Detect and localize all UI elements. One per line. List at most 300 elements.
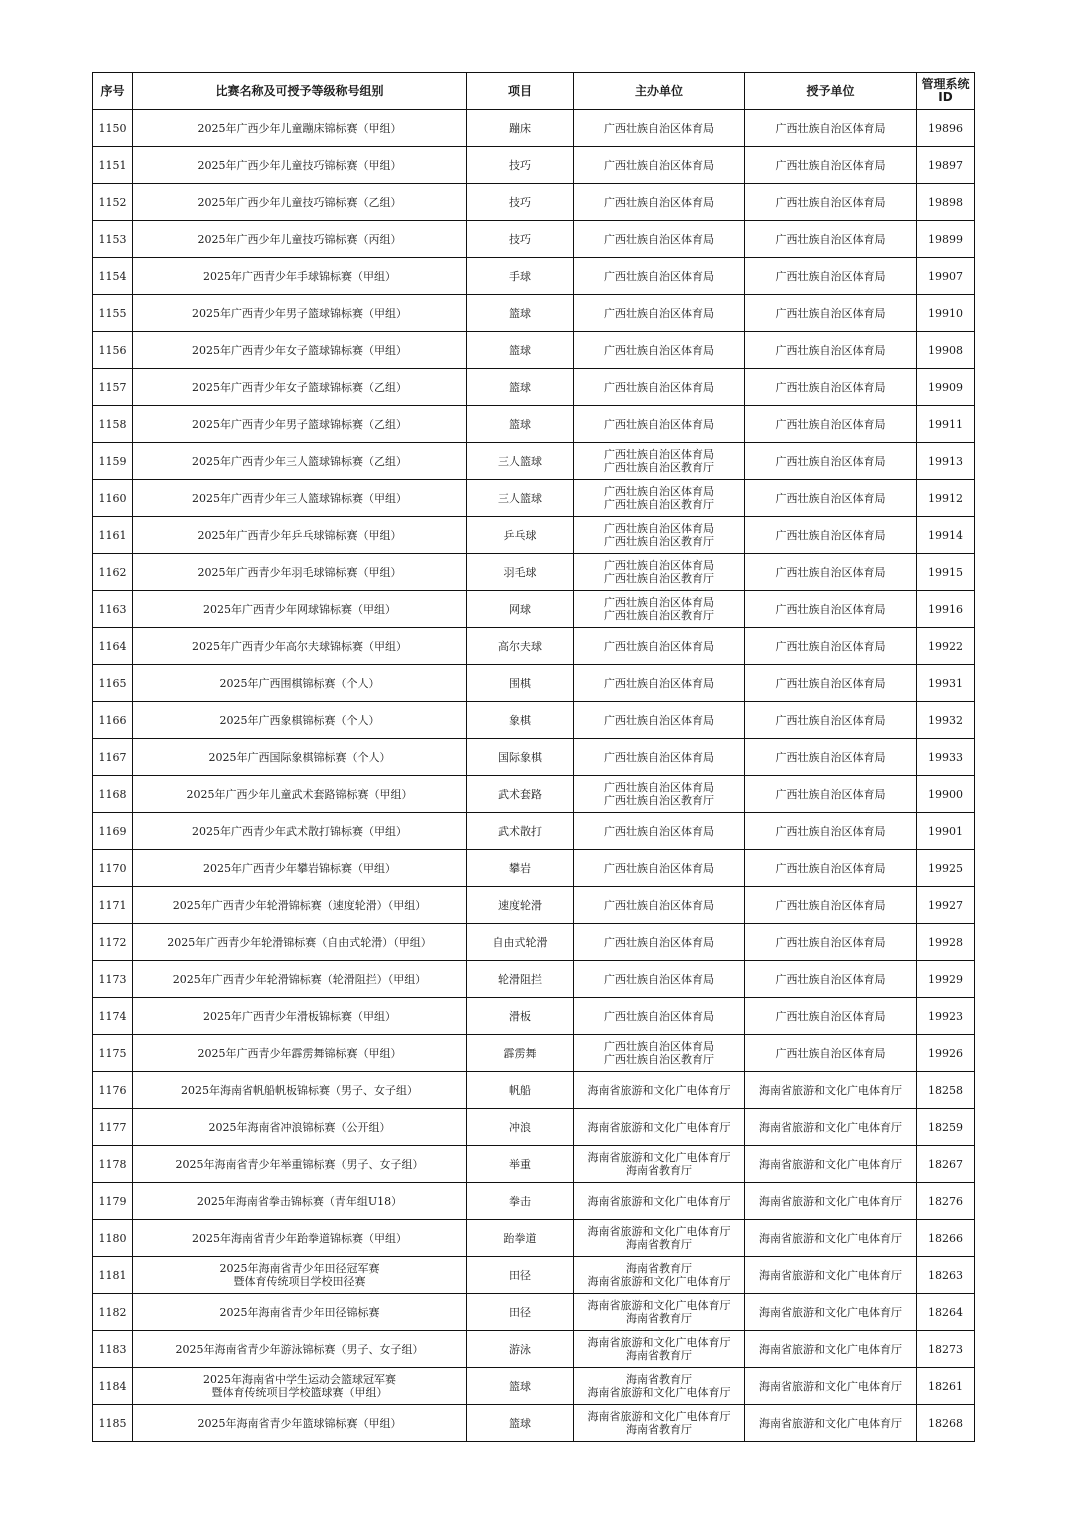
host-cell (574, 443, 745, 480)
host-cell-line: 广西壮族自治区教育厅 (604, 572, 714, 585)
competition-name-cell (133, 924, 467, 961)
serial-no-cell: 1151 (93, 147, 133, 184)
sport-cell: 技巧 (467, 147, 574, 184)
table-row (93, 998, 975, 1035)
host-cell-line: 海南省旅游和文化广电体育厅 (587, 1299, 731, 1312)
competition-name-cell (133, 1257, 467, 1294)
grantor-cell: 广西壮族自治区体育局 (745, 480, 917, 517)
serial-no-cell: 1154 (93, 258, 133, 295)
serial-no-cell: 1181 (93, 1257, 133, 1294)
grantor-cell: 广西壮族自治区体育局 (745, 665, 917, 702)
grantor-cell: 广西壮族自治区体育局 (745, 332, 917, 369)
sport-cell: 篮球 (467, 332, 574, 369)
host-cell-line: 海南省旅游和文化广电体育厅 (587, 1410, 731, 1423)
competition-name-cell (133, 591, 467, 628)
sport-cell: 技巧 (467, 184, 574, 221)
serial-no-cell: 1155 (93, 295, 133, 332)
table-row (93, 221, 975, 258)
sport-cell: 游泳 (467, 1331, 574, 1368)
host-cell-line: 广西壮族自治区教育厅 (604, 794, 714, 807)
system-id-cell: 19915 (917, 554, 975, 591)
host-cell (574, 1405, 745, 1442)
sport-cell: 篮球 (467, 1405, 574, 1442)
system-id-cell: 19925 (917, 850, 975, 887)
competition-name-cell (133, 887, 467, 924)
host-cell (574, 1072, 745, 1109)
host-cell (574, 517, 745, 554)
system-id-cell: 19896 (917, 110, 975, 147)
sport-cell: 田径 (467, 1294, 574, 1331)
grantor-cell: 广西壮族自治区体育局 (745, 517, 917, 554)
sport-cell: 篮球 (467, 295, 574, 332)
competition-name-cell-line: 2025年广西青少年轮滑锦标赛（自由式轮滑）（甲组） (167, 935, 432, 949)
grantor-cell: 海南省旅游和文化广电体育厅 (745, 1146, 917, 1183)
table-row (93, 739, 975, 776)
host-cell-line: 海南省教育厅 (626, 1312, 692, 1325)
competition-name-cell-line: 2025年广西青少年男子篮球锦标赛（乙组） (192, 417, 407, 431)
grantor-cell: 广西壮族自治区体育局 (745, 221, 917, 258)
system-id-cell: 18276 (917, 1183, 975, 1220)
sport-cell: 高尔夫球 (467, 628, 574, 665)
sport-cell: 乒乓球 (467, 517, 574, 554)
table-row (93, 1183, 975, 1220)
host-cell-line: 广西壮族自治区体育局 (604, 639, 714, 653)
serial-no-cell: 1160 (93, 480, 133, 517)
serial-no-cell: 1175 (93, 1035, 133, 1072)
grantor-cell: 广西壮族自治区体育局 (745, 443, 917, 480)
host-cell-line: 广西壮族自治区体育局 (604, 1040, 714, 1053)
grantor-cell: 广西壮族自治区体育局 (745, 147, 917, 184)
serial-no-cell: 1180 (93, 1220, 133, 1257)
serial-no-cell: 1166 (93, 702, 133, 739)
system-id-cell: 19933 (917, 739, 975, 776)
grantor-cell: 广西壮族自治区体育局 (745, 702, 917, 739)
system-id-cell: 19907 (917, 258, 975, 295)
competition-name-cell-line: 2025年海南省中学生运动会篮球冠军赛 (203, 1373, 396, 1386)
competition-name-cell-line: 2025年广西青少年男子篮球锦标赛（甲组） (192, 306, 407, 320)
system-id-cell: 19901 (917, 813, 975, 850)
competition-name-cell (133, 1220, 467, 1257)
serial-no-cell: 1182 (93, 1294, 133, 1331)
host-cell (574, 591, 745, 628)
host-cell (574, 554, 745, 591)
grantor-cell: 广西壮族自治区体育局 (745, 258, 917, 295)
host-cell-line: 海南省教育厅 (626, 1262, 692, 1275)
competition-name-cell (133, 406, 467, 443)
table-row (93, 1146, 975, 1183)
competition-name-cell-line: 2025年海南省青少年举重锦标赛（男子、女子组） (175, 1157, 424, 1171)
table-row (93, 147, 975, 184)
table-row (93, 295, 975, 332)
table-row (93, 813, 975, 850)
competition-name-cell (133, 1183, 467, 1220)
competition-name-cell-line: 2025年广西青少年手球锦标赛（甲组） (203, 269, 396, 283)
system-id-cell: 19899 (917, 221, 975, 258)
host-cell (574, 1331, 745, 1368)
host-cell-line: 海南省旅游和文化广电体育厅 (587, 1120, 731, 1134)
grantor-cell: 海南省旅游和文化广电体育厅 (745, 1331, 917, 1368)
competition-name-cell-line: 2025年广西少年儿童技巧锦标赛（乙组） (197, 195, 402, 209)
competition-name-cell (133, 1072, 467, 1109)
host-cell (574, 1183, 745, 1220)
table-row (93, 258, 975, 295)
host-cell (574, 665, 745, 702)
competition-name-cell-line: 2025年海南省青少年田径冠军赛 (219, 1262, 380, 1275)
competition-name-cell (133, 702, 467, 739)
serial-no-cell: 1172 (93, 924, 133, 961)
host-cell-line: 广西壮族自治区教育厅 (604, 498, 714, 511)
serial-no-cell: 1167 (93, 739, 133, 776)
host-cell-line: 广西壮族自治区体育局 (604, 935, 714, 949)
grantor-cell: 海南省旅游和文化广电体育厅 (745, 1405, 917, 1442)
serial-no-cell: 1185 (93, 1405, 133, 1442)
system-id-cell: 19931 (917, 665, 975, 702)
sport-cell: 技巧 (467, 221, 574, 258)
system-id-cell: 18259 (917, 1109, 975, 1146)
host-cell (574, 480, 745, 517)
competition-name-cell (133, 295, 467, 332)
host-cell-line: 广西壮族自治区体育局 (604, 898, 714, 912)
competition-name-cell-line: 2025年广西少年儿童武术套路锦标赛（甲组） (186, 787, 413, 801)
host-cell (574, 813, 745, 850)
header-competition-name: 比赛名称及可授予等级称号组别 (133, 73, 467, 110)
competition-name-cell (133, 221, 467, 258)
host-cell-line: 广西壮族自治区体育局 (604, 195, 714, 209)
host-cell (574, 1220, 745, 1257)
host-cell-line: 海南省旅游和文化广电体育厅 (587, 1336, 731, 1349)
system-id-cell: 19908 (917, 332, 975, 369)
host-cell (574, 776, 745, 813)
system-id-cell: 19911 (917, 406, 975, 443)
table-row (93, 1072, 975, 1109)
host-cell-line: 广西壮族自治区体育局 (604, 596, 714, 609)
serial-no-cell: 1177 (93, 1109, 133, 1146)
serial-no-cell: 1153 (93, 221, 133, 258)
competition-name-cell-line: 2025年广西青少年羽毛球锦标赛（甲组） (197, 565, 402, 579)
sport-cell: 蹦床 (467, 110, 574, 147)
sport-cell: 篮球 (467, 1368, 574, 1405)
grantor-cell: 广西壮族自治区体育局 (745, 813, 917, 850)
competition-name-cell-line: 2025年广西青少年网球锦标赛（甲组） (203, 602, 396, 616)
competition-name-cell (133, 258, 467, 295)
table-row (93, 665, 975, 702)
host-cell-line: 广西壮族自治区体育局 (604, 676, 714, 690)
serial-no-cell: 1157 (93, 369, 133, 406)
sport-cell: 网球 (467, 591, 574, 628)
competition-name-cell (133, 480, 467, 517)
competition-name-cell-line: 2025年广西少年儿童技巧锦标赛（甲组） (197, 158, 402, 172)
table-header (93, 73, 975, 110)
competition-name-cell (133, 850, 467, 887)
system-id-cell: 18258 (917, 1072, 975, 1109)
grantor-cell: 广西壮族自治区体育局 (745, 1035, 917, 1072)
competition-name-cell-line: 2025年广西国际象棋锦标赛（个人） (208, 750, 391, 764)
table-row (93, 480, 975, 517)
system-id-cell: 18273 (917, 1331, 975, 1368)
host-cell (574, 924, 745, 961)
competition-name-cell (133, 1368, 467, 1405)
serial-no-cell: 1159 (93, 443, 133, 480)
host-cell-line: 广西壮族自治区教育厅 (604, 609, 714, 622)
table-row (93, 628, 975, 665)
competition-name-cell-line: 2025年广西青少年滑板锦标赛（甲组） (203, 1009, 396, 1023)
system-id-cell: 19923 (917, 998, 975, 1035)
host-cell-line: 海南省旅游和文化广电体育厅 (587, 1083, 731, 1097)
competition-name-cell (133, 1146, 467, 1183)
host-cell (574, 850, 745, 887)
host-cell-line: 广西壮族自治区体育局 (604, 380, 714, 394)
host-cell-line: 广西壮族自治区体育局 (604, 559, 714, 572)
competition-name-cell-line: 2025年广西围棋锦标赛（个人） (219, 676, 380, 690)
table-row (93, 1035, 975, 1072)
grantor-cell: 广西壮族自治区体育局 (745, 406, 917, 443)
grantor-cell: 广西壮族自治区体育局 (745, 110, 917, 147)
host-cell-line: 广西壮族自治区教育厅 (604, 535, 714, 548)
sport-cell: 帆船 (467, 1072, 574, 1109)
host-cell (574, 147, 745, 184)
system-id-cell: 19913 (917, 443, 975, 480)
table-row (93, 184, 975, 221)
grantor-cell: 广西壮族自治区体育局 (745, 961, 917, 998)
host-cell-line: 广西壮族自治区体育局 (604, 158, 714, 172)
grantor-cell: 广西壮族自治区体育局 (745, 776, 917, 813)
host-cell-line: 广西壮族自治区体育局 (604, 343, 714, 357)
grantor-cell: 海南省旅游和文化广电体育厅 (745, 1368, 917, 1405)
competition-name-cell (133, 1035, 467, 1072)
host-cell (574, 887, 745, 924)
host-cell (574, 1035, 745, 1072)
table-row (93, 1257, 975, 1294)
serial-no-cell: 1178 (93, 1146, 133, 1183)
host-cell (574, 332, 745, 369)
host-cell-line: 广西壮族自治区体育局 (604, 485, 714, 498)
sport-cell: 羽毛球 (467, 554, 574, 591)
system-id-cell: 18267 (917, 1146, 975, 1183)
serial-no-cell: 1163 (93, 591, 133, 628)
serial-no-cell: 1183 (93, 1331, 133, 1368)
competition-name-cell-line: 2025年广西青少年三人篮球锦标赛（甲组） (192, 491, 407, 505)
competition-name-cell-line: 2025年海南省青少年游泳锦标赛（男子、女子组） (175, 1342, 424, 1356)
table-body (93, 110, 975, 1442)
host-cell-line: 广西壮族自治区教育厅 (604, 1053, 714, 1066)
system-id-cell: 19914 (917, 517, 975, 554)
competition-name-cell (133, 554, 467, 591)
host-cell-line: 广西壮族自治区教育厅 (604, 461, 714, 474)
host-cell (574, 1146, 745, 1183)
serial-no-cell: 1164 (93, 628, 133, 665)
serial-no-cell: 1173 (93, 961, 133, 998)
host-cell-line: 广西壮族自治区体育局 (604, 522, 714, 535)
serial-no-cell: 1165 (93, 665, 133, 702)
table-row (93, 1109, 975, 1146)
serial-no-cell: 1150 (93, 110, 133, 147)
host-cell-line: 广西壮族自治区体育局 (604, 781, 714, 794)
grantor-cell: 广西壮族自治区体育局 (745, 369, 917, 406)
sport-cell: 国际象棋 (467, 739, 574, 776)
sport-cell: 三人篮球 (467, 443, 574, 480)
competition-name-cell (133, 1294, 467, 1331)
competition-name-cell (133, 147, 467, 184)
serial-no-cell: 1184 (93, 1368, 133, 1405)
table-row (93, 1331, 975, 1368)
grantor-cell: 广西壮族自治区体育局 (745, 628, 917, 665)
table-row (93, 702, 975, 739)
competition-name-cell-line: 2025年广西青少年乒乓球锦标赛（甲组） (197, 528, 402, 542)
competition-name-cell (133, 332, 467, 369)
header-grantor: 授予单位 (745, 73, 917, 110)
host-cell-line: 广西壮族自治区体育局 (604, 306, 714, 320)
host-cell (574, 1368, 745, 1405)
competition-name-cell-line: 2025年广西青少年高尔夫球锦标赛（甲组） (192, 639, 407, 653)
grantor-cell: 广西壮族自治区体育局 (745, 998, 917, 1035)
competition-name-cell-line: 暨体育传统项目学校田径赛 (233, 1275, 366, 1288)
table-row (93, 961, 975, 998)
grantor-cell: 广西壮族自治区体育局 (745, 184, 917, 221)
host-cell (574, 184, 745, 221)
host-cell (574, 1257, 745, 1294)
host-cell-line: 广西壮族自治区体育局 (604, 121, 714, 135)
serial-no-cell: 1169 (93, 813, 133, 850)
table-row (93, 554, 975, 591)
table-row (93, 924, 975, 961)
table-row (93, 850, 975, 887)
sport-cell: 举重 (467, 1146, 574, 1183)
host-cell (574, 998, 745, 1035)
competition-name-cell-line: 2025年广西青少年三人篮球锦标赛（乙组） (192, 454, 407, 468)
competition-name-cell (133, 776, 467, 813)
grantor-cell: 海南省旅游和文化广电体育厅 (745, 1257, 917, 1294)
competition-name-cell (133, 1405, 467, 1442)
host-cell-line: 海南省教育厅 (626, 1349, 692, 1362)
system-id-cell: 19900 (917, 776, 975, 813)
host-cell-line: 广西壮族自治区体育局 (604, 269, 714, 283)
sport-cell: 篮球 (467, 369, 574, 406)
table-row (93, 517, 975, 554)
serial-no-cell: 1170 (93, 850, 133, 887)
header-host: 主办单位 (574, 73, 745, 110)
host-cell (574, 258, 745, 295)
competition-name-cell (133, 184, 467, 221)
header-row (93, 73, 975, 110)
host-cell-line: 海南省旅游和文化广电体育厅 (587, 1386, 731, 1399)
grantor-cell: 海南省旅游和文化广电体育厅 (745, 1109, 917, 1146)
table-row (93, 887, 975, 924)
sport-cell: 田径 (467, 1257, 574, 1294)
host-cell (574, 961, 745, 998)
competition-name-cell (133, 628, 467, 665)
system-id-cell: 19926 (917, 1035, 975, 1072)
competition-name-cell-line: 2025年广西象棋锦标赛（个人） (219, 713, 380, 727)
host-cell-line: 海南省旅游和文化广电体育厅 (587, 1194, 731, 1208)
host-cell (574, 1294, 745, 1331)
table-row (93, 369, 975, 406)
serial-no-cell: 1176 (93, 1072, 133, 1109)
sport-cell: 攀岩 (467, 850, 574, 887)
table-row (93, 1294, 975, 1331)
grantor-cell: 广西壮族自治区体育局 (745, 887, 917, 924)
system-id-cell: 18268 (917, 1405, 975, 1442)
table-row (93, 443, 975, 480)
table-row (93, 1220, 975, 1257)
host-cell (574, 295, 745, 332)
host-cell (574, 702, 745, 739)
competition-name-cell (133, 813, 467, 850)
sport-cell: 滑板 (467, 998, 574, 1035)
header-system-id: 管理系统ID (917, 73, 975, 110)
host-cell (574, 628, 745, 665)
competition-name-cell (133, 998, 467, 1035)
system-id-cell: 19922 (917, 628, 975, 665)
host-cell-line: 海南省教育厅 (626, 1238, 692, 1251)
competition-name-cell (133, 1109, 467, 1146)
competition-name-cell (133, 110, 467, 147)
serial-no-cell: 1156 (93, 332, 133, 369)
competition-name-cell (133, 443, 467, 480)
sport-cell: 冲浪 (467, 1109, 574, 1146)
serial-no-cell: 1158 (93, 406, 133, 443)
grantor-cell: 海南省旅游和文化广电体育厅 (745, 1294, 917, 1331)
competition-name-cell-line: 2025年海南省拳击锦标赛（青年组U18） (196, 1194, 403, 1208)
competition-name-cell (133, 517, 467, 554)
competition-name-cell-line: 2025年广西青少年霹雳舞锦标赛（甲组） (197, 1046, 402, 1060)
competition-name-cell-line: 2025年广西少年儿童技巧锦标赛（丙组） (197, 232, 402, 246)
sport-cell: 轮滑阻拦 (467, 961, 574, 998)
host-cell-line: 广西壮族自治区体育局 (604, 750, 714, 764)
host-cell-line: 海南省教育厅 (626, 1164, 692, 1177)
host-cell-line: 广西壮族自治区体育局 (604, 713, 714, 727)
competition-name-cell-line: 2025年海南省青少年篮球锦标赛（甲组） (197, 1416, 402, 1430)
host-cell (574, 406, 745, 443)
system-id-cell: 18263 (917, 1257, 975, 1294)
host-cell-line: 海南省旅游和文化广电体育厅 (587, 1151, 731, 1164)
table-row (93, 1368, 975, 1405)
system-id-cell: 19897 (917, 147, 975, 184)
sport-cell: 霹雳舞 (467, 1035, 574, 1072)
host-cell (574, 369, 745, 406)
host-cell (574, 739, 745, 776)
serial-no-cell: 1171 (93, 887, 133, 924)
grantor-cell: 广西壮族自治区体育局 (745, 295, 917, 332)
sport-cell: 武术散打 (467, 813, 574, 850)
host-cell-line: 广西壮族自治区体育局 (604, 448, 714, 461)
table-row (93, 591, 975, 628)
system-id-cell: 19912 (917, 480, 975, 517)
sport-cell: 篮球 (467, 406, 574, 443)
competition-name-cell-line: 2025年广西青少年轮滑锦标赛（轮滑阻拦）（甲组） (172, 972, 427, 986)
host-cell-line: 广西壮族自治区体育局 (604, 417, 714, 431)
grantor-cell: 广西壮族自治区体育局 (745, 739, 917, 776)
grantor-cell: 广西壮族自治区体育局 (745, 591, 917, 628)
competition-table (92, 72, 975, 1442)
host-cell-line: 海南省教育厅 (626, 1423, 692, 1436)
grantor-cell: 广西壮族自治区体育局 (745, 554, 917, 591)
grantor-cell: 广西壮族自治区体育局 (745, 924, 917, 961)
competition-name-cell-line: 2025年广西青少年女子篮球锦标赛（甲组） (192, 343, 407, 357)
header-serial-no: 序号 (93, 73, 133, 110)
host-cell-line: 广西壮族自治区体育局 (604, 824, 714, 838)
serial-no-cell: 1152 (93, 184, 133, 221)
competition-name-cell (133, 1331, 467, 1368)
system-id-cell: 19910 (917, 295, 975, 332)
table-row (93, 110, 975, 147)
grantor-cell: 海南省旅游和文化广电体育厅 (745, 1072, 917, 1109)
sport-cell: 拳击 (467, 1183, 574, 1220)
serial-no-cell: 1161 (93, 517, 133, 554)
host-cell-line: 海南省旅游和文化广电体育厅 (587, 1275, 731, 1288)
competition-name-cell-line: 2025年广西少年儿童蹦床锦标赛（甲组） (197, 121, 402, 135)
system-id-cell: 18266 (917, 1220, 975, 1257)
system-id-cell: 19929 (917, 961, 975, 998)
